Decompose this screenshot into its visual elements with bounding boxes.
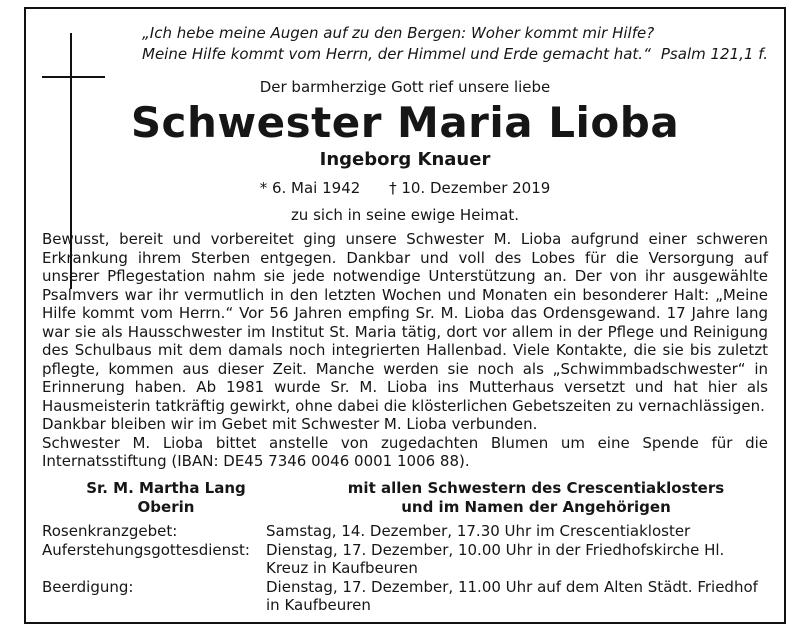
community-line-1: mit allen Schwestern des Crescentiaklosters: [347, 479, 725, 497]
signature-superior: [66, 479, 266, 516]
event-details: Dienstag, 17. Dezember, 11.00 Uhr auf dem Alten Städt. Friedhof in Kaufbeuren: [266, 577, 758, 614]
psalm-verse: [142, 23, 768, 65]
verse-line-1: „Ich hebe meine Augen auf zu den Bergen: Woher kommt mir Hilfe?: [142, 24, 655, 42]
verse-line-2: Meine Hilfe kommt vom Herrn, der Himmel und Erde gemacht hat.“: [142, 45, 651, 63]
donation-request: Schwester M. Lioba bittet anstelle von zugedachten Blumen um eine Spende für die Internatsstiftung (IBAN: DE45 7346 0046 0001 1006 88).: [42, 433, 768, 470]
eternal-home-line: zu sich in seine ewige Heimat.: [290, 206, 520, 224]
verse-reference: Psalm 121,1 f.: [660, 45, 768, 63]
event-row: [42, 578, 768, 615]
obituary-notice: [24, 7, 786, 624]
event-label: Beerdigung:: [42, 577, 134, 596]
life-dates: [26, 179, 784, 197]
signature-community: [326, 479, 746, 516]
superior-role: Oberin: [137, 497, 195, 516]
event-details: Dienstag, 17. Dezember, 10.00 Uhr in der Friedhofskirche Hl. Kreuz in Kaufbeuren: [266, 540, 725, 577]
birth-date: * 6. Mai 1942: [259, 179, 361, 197]
event-schedule: [42, 522, 768, 615]
event-details: Samstag, 14. Dezember, 17.30 Uhr im Crescentiakloster: [266, 522, 691, 540]
obituary-body: [42, 230, 768, 471]
event-label: Rosenkranzgebet:: [42, 522, 178, 540]
death-date: † 10. Dezember 2019: [389, 179, 551, 197]
event-row: [42, 541, 768, 578]
birth-name: Ingeborg Knauer: [319, 149, 491, 170]
deceased-name: Schwester Maria Lioba: [130, 98, 680, 147]
superior-name: Sr. M. Martha Lang: [86, 479, 246, 497]
thanks-line: Dankbar bleiben wir im Gebet mit Schwester M. Lioba verbunden.: [42, 415, 538, 433]
event-label: Auferstehungsgottesdienst:: [42, 540, 250, 559]
body-paragraph: Bewusst, bereit und vorbereitet ging unsere Schwester M. Lioba aufgrund einer schweren Erkrankung ihrem Sterben entgegen. Dankbar und voll des Lobes für die Versorgung auf unserer Pflegestation nahm sie jede notwendige Unterstützung an. Der von ihr ausgewählte Psalmvers war ihr vermutlich in den letzten Wochen und Monaten ein besonderer Halt: „Meine Hilfe kommt vom Herrn.“ Vor 56 Jahren empfing Sr. M. Lioba das Ordensgewand. 17 Jahre lang war sie als Hausschwester im Institut St. Maria tätig, dort vor allem in der Pflege und Reinigung des Schulbaus mit dem damals noch integrierten Hallenbad. Viele Kontakte, die sie bis zuletzt pflegte, kommen aus dieser Zeit. Manche werden sie noch als „Schwimmbadschwester“ in Erinnerung haben. Ab 1981 wurde Sr. M. Lioba ins Mutterhaus versetzt und hat hier als Hausmeisterin tatkräftig gewirkt, ohne dabei die klösterlichen Gebetszeiten zu vernachlässigen.: [42, 230, 768, 415]
intro-line: Der barmherzige Gott rief unsere liebe: [259, 78, 551, 96]
community-line-2: und im Namen der Angehörigen: [401, 497, 671, 516]
event-row: [42, 522, 768, 541]
